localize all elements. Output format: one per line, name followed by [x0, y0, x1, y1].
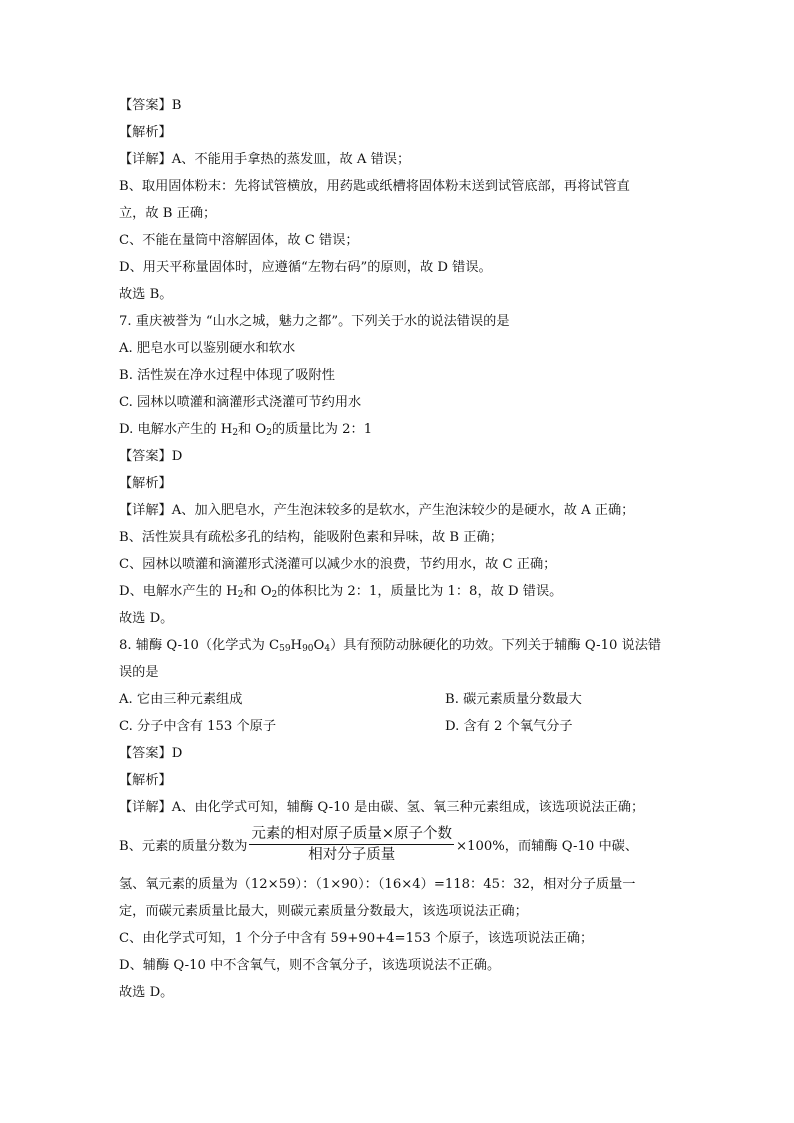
q8-detail-b-pre: B、元素的质量分数为	[119, 838, 248, 854]
q8-stem-post: ）具有预防动脉硬化的功效。下列关于辅酶 Q-10 说法错	[330, 638, 662, 653]
q6-detail-b-line2: 立，故 B 正确；	[119, 206, 217, 221]
q6-conclusion: 故选 B。	[119, 287, 173, 302]
q8-detail-d: D、辅酶 Q-10 中不含氧气，则不含氧分子，该选项说法不正确。	[119, 958, 501, 973]
q8-detail-a: 【详解】A、由化学式可知，辅酶 Q-10 是由碳、氢、氧三种元素组成，该选项说法正确；	[119, 800, 645, 815]
q7-detail-d-mid: 和 O	[243, 584, 272, 599]
q6-detail-d: D、用天平称量固体时，应遵循“左物右码”的原则，故 D 错误。	[119, 260, 492, 275]
mass-fraction-formula	[249, 825, 454, 864]
q7-analysis-heading: 【解析】	[119, 476, 172, 491]
q8-option-d: D. 含有 2 个氧气分子	[445, 719, 573, 734]
q7-detail-d-pre: D、电解水产生的 H	[119, 584, 238, 599]
q7-detail-d	[119, 578, 679, 605]
q7-option-d-sub2: 2	[266, 428, 272, 438]
formula-denominator: 相对分子质量	[308, 846, 396, 863]
q6-detail-b-line1: B、取用固体粉末：先将试管横放，用药匙或纸槽将固体粉末送到试管底部，再将试管直	[119, 179, 630, 194]
q8-conclusion: 故选 D。	[119, 985, 174, 1000]
q8-stem-line2: 误的是	[119, 665, 159, 680]
q7-option-d-pre: D. 电解水产生的 H	[119, 422, 233, 437]
q8-stem-pre: 8. 辅酶 Q-10（化学式为 C	[119, 638, 280, 653]
q7-option-d-mid: 和 O	[238, 422, 267, 437]
q8-option-c: C. 分子中含有 153 个原子	[119, 719, 277, 734]
q7-option-c: C. 园林以喷灌和滴灌形式浇灌可节约用水	[119, 395, 362, 410]
q7-option-d-sub1: 2	[232, 428, 239, 438]
q7-detail-d-sub1: 2	[237, 590, 244, 600]
q8-option-a: A. 它由三种元素组成	[119, 692, 243, 707]
q6-analysis-heading: 【解析】	[119, 125, 172, 140]
formula-numerator: 元素的相对原子质量×原子个数	[249, 825, 454, 845]
document-page	[119, 92, 679, 1006]
q8-detail-b-line2: 氢、氧元素的质量为（12×59）：（1×90）：（16×4）=118：45：32，相对分子质量一	[119, 877, 636, 892]
q8-stem-sub-o: 4	[324, 644, 331, 654]
q8-detail-c: C、由化学式可知，1 个分子中含有 59+90+4=153 个原子，该选项说法正确；	[119, 931, 594, 946]
q7-detail-d-sub2: 2	[271, 590, 278, 600]
q7-detail-b: B、活性炭具有疏松多孔的结构，能吸附色素和异味，故 B 正确；	[119, 530, 503, 545]
q7-detail-c: C、园林以喷灌和滴灌形式浇灌可以减少水的浪费，节约用水，故 C 正确；	[119, 557, 557, 572]
q7-conclusion: 故选 D。	[119, 611, 174, 626]
q7-option-b: B. 活性炭在净水过程中体现了吸附性	[119, 368, 335, 383]
q8-answer: 【答案】D	[119, 746, 183, 761]
q7-detail-a: 【详解】A、加入肥皂水，产生泡沫较多的是软水，产生泡沫较少的是硬水，故 A 正确；	[119, 503, 635, 518]
q8-analysis-heading: 【解析】	[119, 773, 172, 788]
q7-option-d	[119, 416, 679, 443]
q8-detail-b-formula-line	[119, 821, 679, 867]
q8-stem-o: O	[313, 638, 325, 653]
q6-detail-c: C、不能在量筒中溶解固体，故 C 错误；	[119, 233, 359, 248]
q7-answer: 【答案】D	[119, 449, 183, 464]
q8-options-row2	[119, 713, 679, 740]
q6-detail-a: 【详解】A、不能用手拿热的蒸发皿，故 A 错误；	[119, 152, 411, 167]
q8-stem-sub-c: 59	[279, 644, 291, 654]
q7-option-d-post: 的质量比为 2：1	[271, 422, 373, 437]
q8-options-row1	[119, 686, 679, 713]
q7-stem: 7. 重庆被誉为 “山水之城，魅力之都”。下列关于水的说法错误的是	[119, 314, 510, 329]
q8-stem-sub-h: 90	[302, 644, 314, 654]
q7-option-a: A. 肥皂水可以鉴别硬水和软水	[119, 341, 296, 356]
q8-stem-line1	[119, 632, 679, 659]
q8-stem-h: H	[290, 638, 303, 653]
q6-answer: 【答案】B	[119, 98, 182, 113]
q7-detail-d-post: 的体积比为 2：1，质量比为 1：8，故 D 错误。	[277, 584, 563, 599]
q8-detail-b-line3: 定，而碳元素质量比最大，则碳元素质量分数最大，该选项说法正确；	[119, 904, 528, 919]
q8-detail-b-post: ×100%，而辅酶 Q-10 中碳、	[456, 838, 639, 854]
q8-option-b: B. 碳元素质量分数最大	[445, 692, 582, 707]
